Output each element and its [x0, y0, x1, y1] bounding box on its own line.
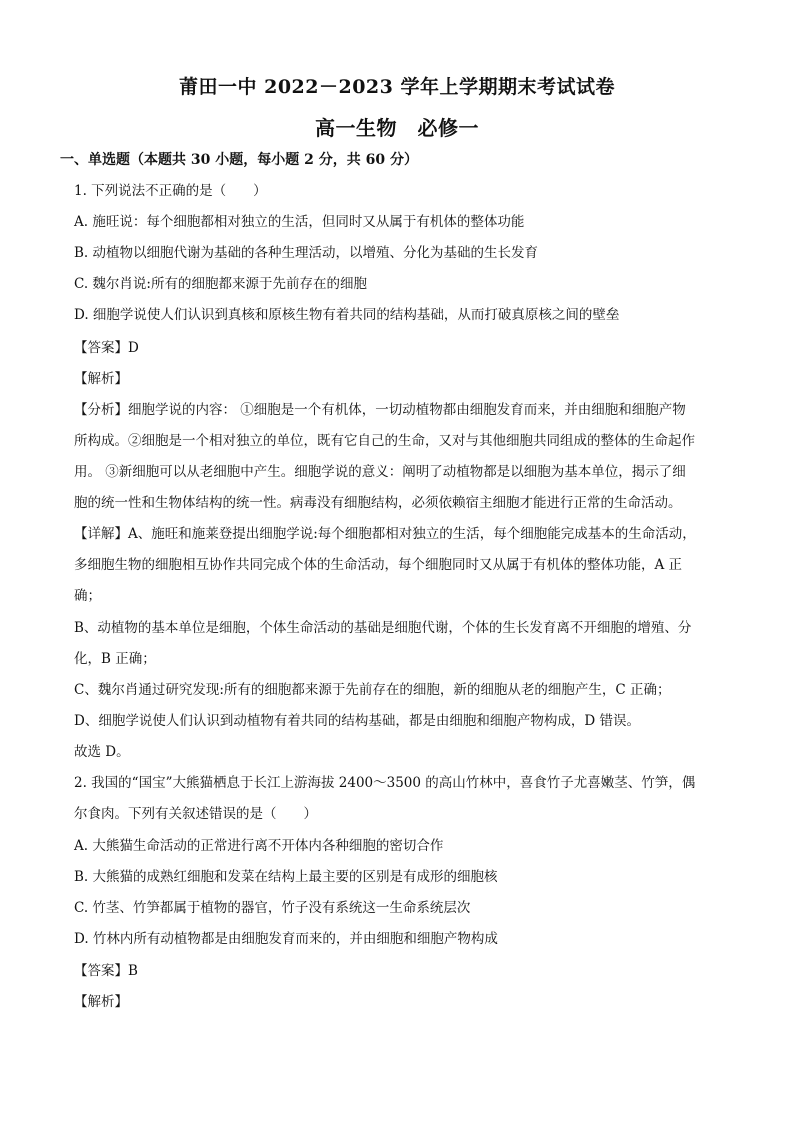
question-1-analysis-heading: 【解析】 — [74, 371, 128, 387]
question-1-analysis-line: 故选 D。 — [74, 744, 130, 760]
question-1-answer: 【答案】D — [74, 340, 139, 356]
question-2-analysis-heading: 【解析】 — [74, 994, 128, 1010]
question-1-analysis-line: 【分析】细胞学说的内容： ①细胞是一个有机体，一切动植物都由细胞发育而来，并由细胞和细胞产物 — [74, 402, 686, 418]
question-1-analysis-line: D、细胞学说使人们认识到动植物有着共同的结构基础，都是由细胞和细胞产物构成，D 错误。 — [74, 713, 640, 729]
question-2-option-c: C. 竹茎、竹笋都属于植物的器官，竹子没有系统这一生命系统层次 — [74, 900, 471, 916]
question-1-option-b: B. 动植物以细胞代谢为基础的各种生理活动，以增殖、分化为基础的生长发育 — [74, 245, 539, 261]
question-1-option-c: C. 魏尔肖说:所有的细胞都来源于先前存在的细胞 — [74, 276, 367, 292]
question-2-answer: 【答案】B — [74, 963, 138, 979]
question-1-option-a: A. 施旺说：每个细胞都相对独立的生活，但同时又从属于有机体的整体功能 — [74, 214, 525, 230]
question-1-analysis-line: 确； — [74, 588, 101, 604]
section-heading: 一、单选题（本题共 30 小题，每小题 2 分，共 60 分） — [60, 152, 418, 168]
question-1-analysis-line: B、动植物的基本单位是细胞，个体生命活动的基础是细胞代谢，个体的生长发育离不开细胞的增殖、分 — [74, 620, 692, 636]
question-2-stem-continued: 尔食肉。下列有关叙述错误的是（ ） — [74, 806, 317, 822]
question-1-analysis-line: 【详解】A、施旺和施莱登提出细胞学说:每个细胞都相对独立的生活，每个细胞能完成基本的生命活动， — [74, 526, 696, 542]
exam-subtitle: 高一生物 必修一 — [315, 116, 479, 140]
question-1-analysis-line: C、魏尔肖通过研究发现:所有的细胞都来源于先前存在的细胞，新的细胞从老的细胞产生，C 正确； — [74, 682, 671, 698]
question-2-option-b: B. 大熊猫的成熟红细胞和发菜在结构上最主要的区别是有成形的细胞核 — [74, 869, 498, 885]
question-2-option-a: A. 大熊猫生命活动的正常进行离不开体内各种细胞的密切合作 — [74, 838, 444, 854]
question-1-analysis-line: 用。 ③新细胞可以从老细胞中产生。细胞学说的意义：阐明了动植物都是以细胞为基本单位，揭示了细 — [74, 464, 686, 480]
question-1-analysis-line: 胞的统一性和生物体结构的统一性。病毒没有细胞结构，必须依赖宿主细胞才能进行正常的生命活动。 — [74, 495, 682, 511]
question-1-stem: 1. 下列说法不正确的是（ ） — [74, 183, 267, 199]
question-1-analysis-line: 多细胞生物的细胞相互协作共同完成个体的生命活动，每个细胞同时又从属于有机体的整体功能，A 正 — [74, 557, 683, 573]
question-1-option-d: D. 细胞学说使人们认识到真核和原核生物有着共同的结构基础，从而打破真原核之间的壁垒 — [74, 307, 620, 323]
question-1-analysis-line: 化，B 正确； — [74, 651, 156, 667]
question-2-option-d: D. 竹林内所有动植物都是由细胞发育而来的，并由细胞和细胞产物构成 — [74, 931, 498, 947]
exam-title: 莆田一中 2022－2023 学年上学期期末考试试卷 — [179, 76, 615, 98]
question-1-analysis-line: 所构成。②细胞是一个相对独立的单位，既有它自己的生命，又对与其他细胞共同组成的整体的生命起作 — [74, 433, 695, 449]
question-2-stem: 2. 我国的“国宝”大熊猫栖息于长江上游海拔 2400～3500 的高山竹林中，喜食竹子尤喜嫩茎、竹笋，偶 — [74, 775, 696, 791]
